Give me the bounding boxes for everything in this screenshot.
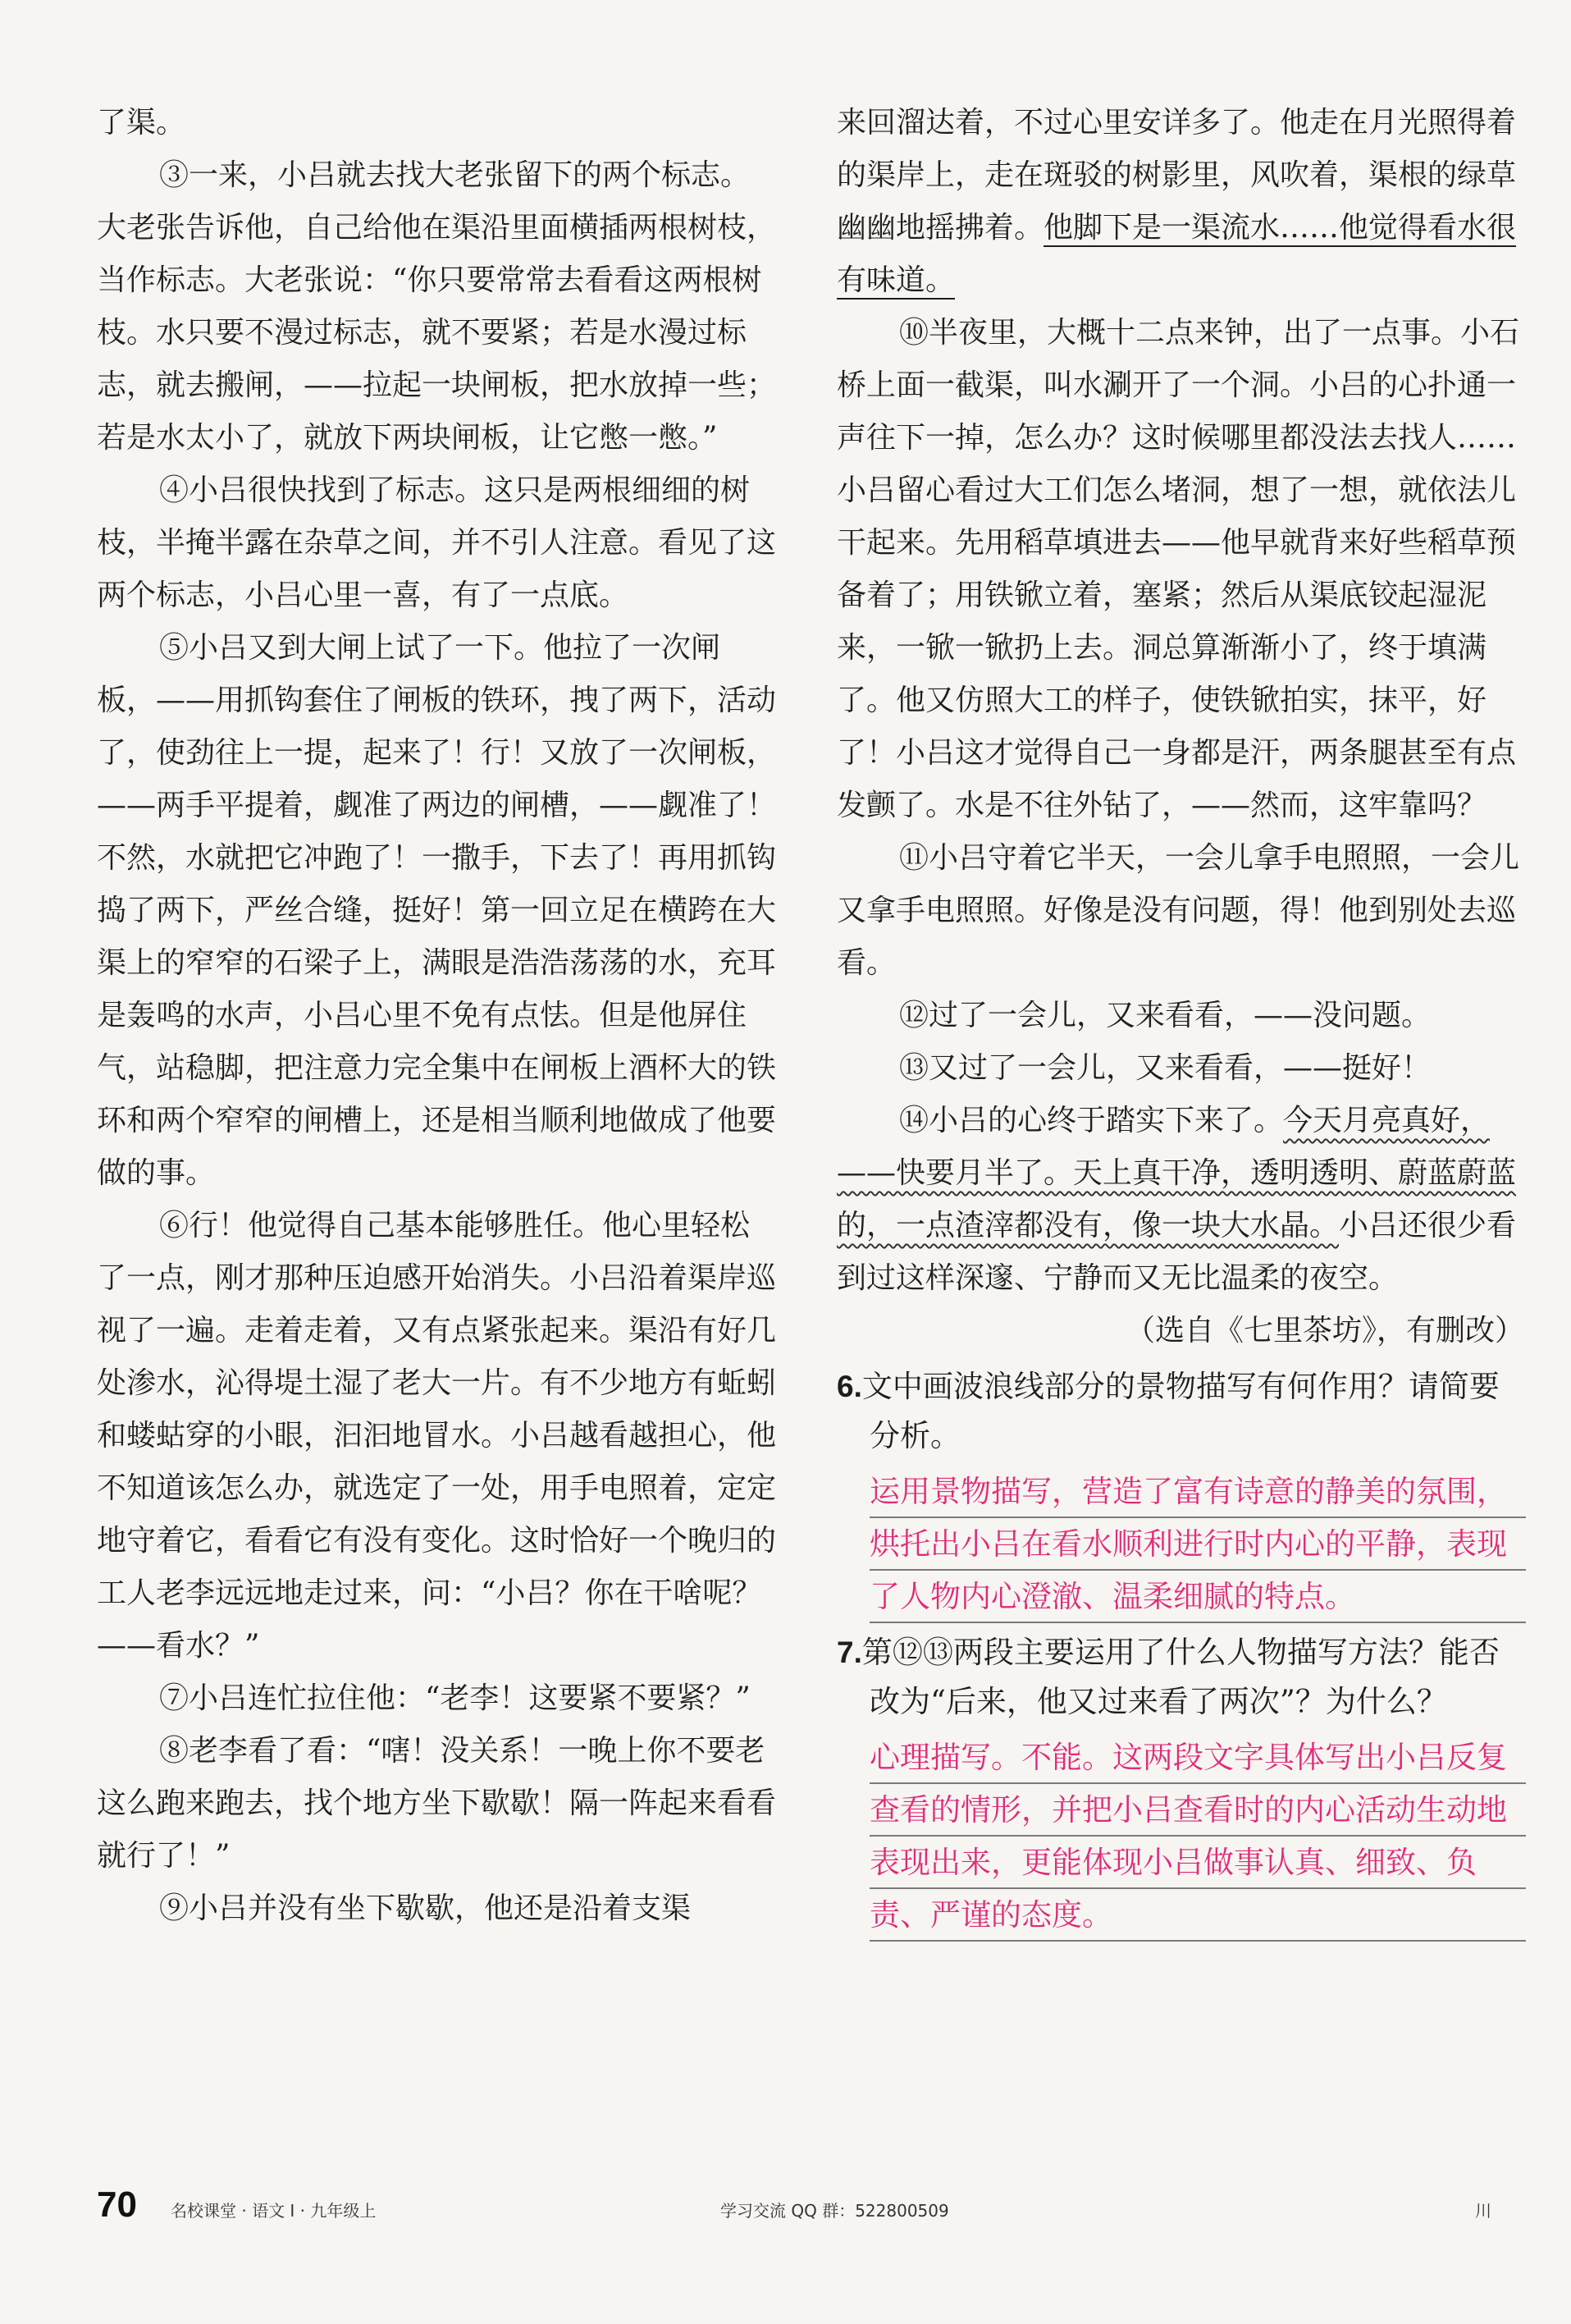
- paragraph: ⑥行！他觉得自己基本能够胜任。他心里轻松了一点，刚才那种压迫感开始消失。小吕沿着渠岸巡视了一遍。走着走着，又有点紧张起来。渠沿有好几处渗水，沁得堤土湿了老大一片。有不少地方有蚯蚓和蝼蛄穿的小眼，汩汩地冒水。小吕越看越担心，他不知道该怎么办，就选定了一处，用手电照着，定定地守着它，看看它有没有变化。这时恰好一个晚归的工人老李远远地走过来，问：“小吕？你在干啥呢？——看水？”: [97, 1209, 777, 1663]
- paragraph: ⑧老李看了看：“嗐！没关系！一晚上你不要老这么跑来跑去，找个地方坐下歇歇！隔一阵起来看看就行了！”: [97, 1734, 777, 1873]
- question-6: [837, 1362, 1526, 1461]
- question-number: 7.: [837, 1635, 862, 1669]
- answer-6: 运用景物描写，营造了富有诗意的静美的氛围，烘托出小吕在看水顺利进行时内心的平静，表现了人物内心澄澈、温柔细腻的特点。: [870, 1466, 1526, 1623]
- paragraph-13: ⑬又过了一会儿，又来看看，——挺好！: [899, 1051, 1432, 1085]
- paragraph-11: ⑪小吕守着它半天，一会儿拿手电照照，一会儿又拿手电照照。好像是没有问题，得！他到别处去巡看。: [837, 841, 1520, 980]
- source-citation: （选自《七里茶坊》，有删改）: [1125, 1314, 1524, 1347]
- question-number: 6.: [837, 1370, 862, 1403]
- paragraph-text: 来回溜达着，不过心里安详多了。他走在月光照得着的渠岸上，走在斑驳的树影里，风吹着，渠根的绿草幽幽地摇拂着。: [837, 106, 1517, 245]
- answer-7: 心理描写。不能。这两段文字具体写出小吕反复查看的情形，并把小吕查看时的内心活动生动地表现出来，更能体现小吕做事认真、细致、负责、严谨的态度。: [870, 1732, 1526, 1942]
- paragraph: ③一来，小吕就去找大老张留下的两个标志。大老张告诉他，自己给他在渠沿里面横插两根树枝，当作标志。大老张说：“你只要常常去看看这两根树枝。水只要不漫过标志，就不要紧；若是水漫过标志，就去搬闸，——拉起一块闸板，把水放掉一些；若是水太小了，就放下两块闸板，让它憋一憋。”: [97, 158, 777, 455]
- paragraph-text: ⑭小吕的心终于踏实下来了。: [899, 1104, 1284, 1137]
- paragraph-10: ⑩半夜里，大概十二点来钟，出了一点事。小石桥上面一截渠，叫水涮开了一个洞。小吕的心扑通一声往下一掉，怎么办？这时候哪里都没法去找人……小吕留心看过大工们怎么堵洞，想了一想，就依法儿干起来。先用稻草填进去——他早就背来好些稻草预备着了；用铁锨立着，塞紧；然后从渠底铰起湿泥来，一锨一锨扔上去。洞总算渐渐小了，终于填满了。他又仿照大工的样子，使铁锨拍实，抹平，好了！小吕这才觉得自己一身都是汗，两条腿甚至有点发颤了。水是不往外钻了，——然而，这牢靠吗？: [837, 316, 1520, 822]
- left-column: [97, 97, 778, 1935]
- paragraph: ⑦小吕连忙拉住他：“老李！这要紧不要紧？”: [159, 1681, 751, 1715]
- paragraph-9-continued: [837, 97, 1526, 307]
- paragraph-14: [837, 1095, 1526, 1305]
- page-number: 70: [97, 2184, 137, 2225]
- right-column: [837, 97, 1526, 1942]
- wavy-underlined-sentence: 今天月亮真好，——快要月半了。天上真干净，透明透明、蔚蓝蔚蓝的，一点渣滓都没有，像一块大水晶。: [837, 1104, 1517, 1242]
- question-7: [837, 1628, 1526, 1727]
- paragraph-12: ⑫过了一会儿，又来看看，——没问题。: [899, 999, 1432, 1032]
- book-title: 名校课堂 · 语文 I · 九年级上: [171, 2201, 377, 2221]
- paragraph-text: 小吕还很少看到过这样深邃、宁静而又无比温柔的夜空。: [837, 1209, 1517, 1295]
- corner-mark: 川: [1475, 2201, 1491, 2221]
- paragraph: 了渠。: [97, 106, 186, 140]
- qq-group: 学习交流 QQ 群：522800509: [720, 2201, 949, 2221]
- question-text: 文中画波浪线部分的景物描写有何作用？请简要分析。: [861, 1369, 1500, 1453]
- underlined-sentence: 他脚下是一渠流水……他觉得看水很有味道。: [837, 211, 1517, 297]
- paragraph: ⑤小吕又到大闸上试了一下。他拉了一次闸板，——用抓钩套住了闸板的铁环，拽了两下，活动了，使劲往上一提，起来了！行！又放了一次闸板，——两手平提着，觑准了两边的闸槽，——觑准了！不然，水就把它冲跑了！一撒手，下去了！再用抓钩捣了两下，严丝合缝，挺好！第一回立足在横跨在大渠上的窄窄的石梁子上，满眼是浩浩荡荡的水，充耳是轰鸣的水声，小吕心里不免有点怯。但是他屏住气，站稳脚，把注意力完全集中在闸板上酒杯大的铁环和两个窄窄的闸槽上，还是相当顺利地做成了他要做的事。: [97, 631, 777, 1190]
- question-text: 第⑫⑬两段主要运用了什么人物描写方法？能否改为“后来，他又过来看了两次”？为什么？: [861, 1635, 1500, 1719]
- paragraph: ⑨小吕并没有坐下歇歇，他还是沿着支渠: [159, 1892, 692, 1925]
- paragraph: ④小吕很快找到了标志。这只是两根细细的树枝，半掩半露在杂草之间，并不引人注意。看见了这两个标志，小吕心里一喜，有了一点底。: [97, 473, 777, 612]
- page-footer: [97, 2184, 1524, 2226]
